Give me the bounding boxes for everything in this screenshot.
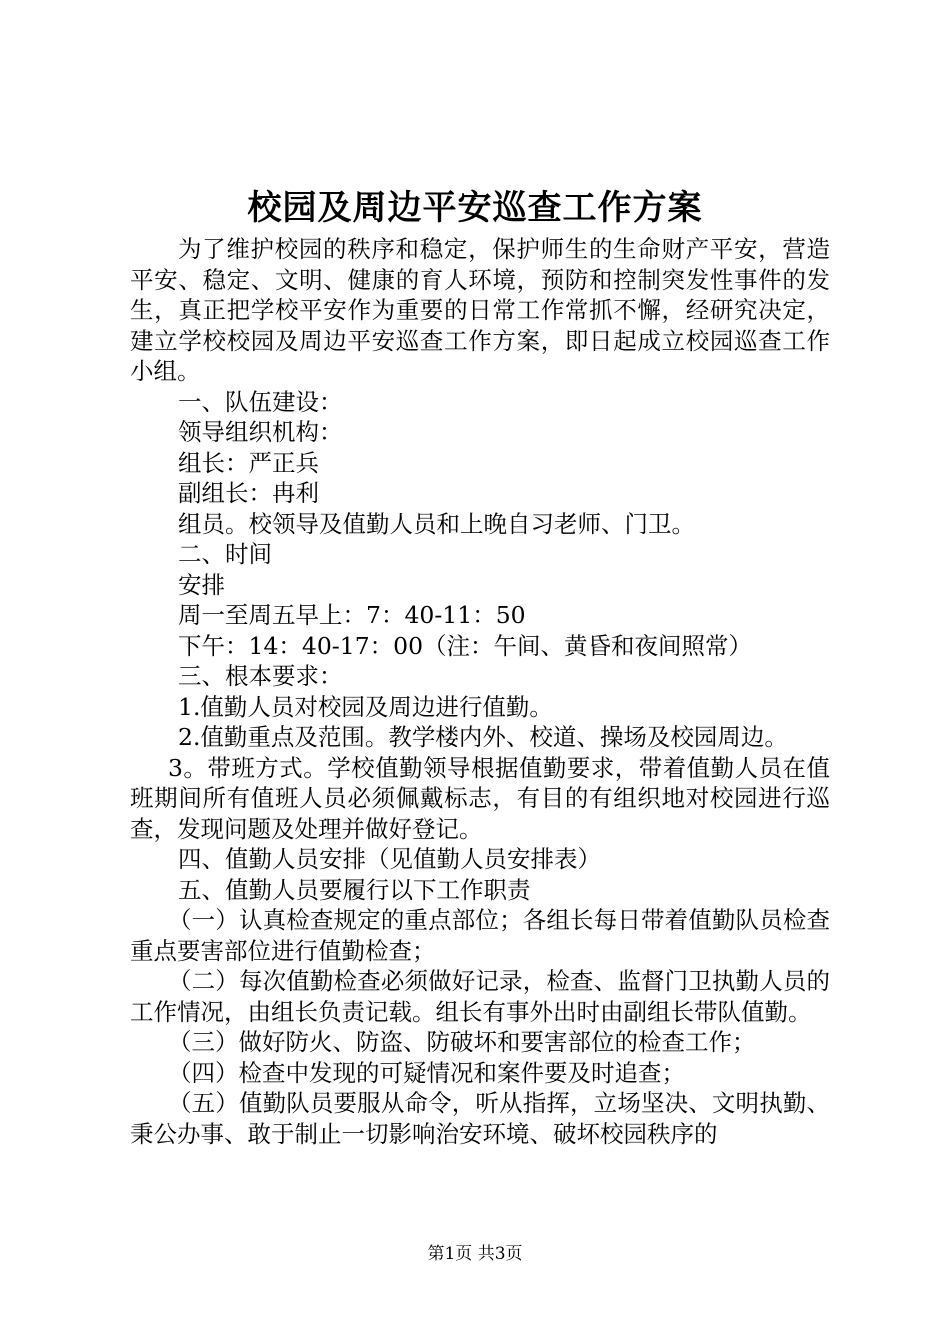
section-heading-duties: 五、值勤人员要履行以下工作职责: [178, 875, 531, 904]
duty-2: （二）每次值勤检查必须做好记录，检查、监督门卫执勤人员的工作情况，由组长负责记载。组长有事外出时由副组长带队值勤。: [130, 967, 830, 1026]
section-heading-requirements: 三、根本要求：: [178, 662, 343, 690]
arrangement-label: 安排: [178, 570, 225, 599]
document-title: 校园及周边平安巡查工作方案: [247, 188, 703, 228]
duty-5: （五）值勤队员要服从命令，听从指挥，立场坚决、文明执勤、秉公办事、敢于制止一切影响治安环境、破坏校园秩序的: [130, 1089, 830, 1148]
document-body: [130, 234, 830, 1149]
requirement-1: 1.值勤人员对校园及周边进行值勤。: [178, 692, 553, 721]
section-heading-time: 二、时间: [178, 540, 272, 568]
deputy-leader: 副组长：冉利: [178, 479, 319, 507]
duty-3: （三）做好防火、防盗、防破坏和要害部位的检查工作；: [168, 1028, 756, 1056]
afternoon-schedule: 下午：14：40-17：00（注：午间、黄昏和夜间照常）: [178, 631, 753, 660]
intro-paragraph: 为了维护校园的秩序和稳定，保护师生的生命财产平安，营造平安、稳定、文明、健康的育人环境，预防和控制突发性事件的发生，真正把学校平安作为重要的日常工作常抓不懈，经研究决定，建立学校校园及周边平安巡查工作方案，即日起成立校园巡查工作小组。: [130, 235, 830, 385]
group-members: 组员。校领导及值勤人员和上晚自习老师、门卫。: [178, 509, 695, 538]
section-heading-team: 一、队伍建设：: [178, 387, 343, 416]
page-footer: 第1页 共3页: [427, 1244, 523, 1264]
group-leader: 组长：严正兵: [178, 448, 319, 477]
section-heading-staffing: 四、值勤人员安排（见值勤人员安排表）: [178, 845, 601, 873]
morning-schedule: 周一至周五早上：7：40-11：50: [178, 601, 526, 629]
duty-1: （一）认真检查规定的重点部位；各组长每日带着值勤队员检查重点要害部位进行值勤检查；: [130, 906, 830, 965]
requirement-2: 2.值勤重点及范围。教学楼内外、校道、操场及校园周边。: [178, 723, 788, 751]
duty-4: （四）检查中发现的可疑情况和案件要及时追查；: [168, 1058, 685, 1087]
leadership-label: 领导组织机构：: [178, 418, 343, 446]
requirement-3: 3。带班方式。学校值勤领导根据值勤要求，带着值勤人员在值班期间所有值班人员必须佩戴标志，有目的有组织地对校园进行巡查，发现问题及处理并做好登记。: [130, 753, 830, 843]
